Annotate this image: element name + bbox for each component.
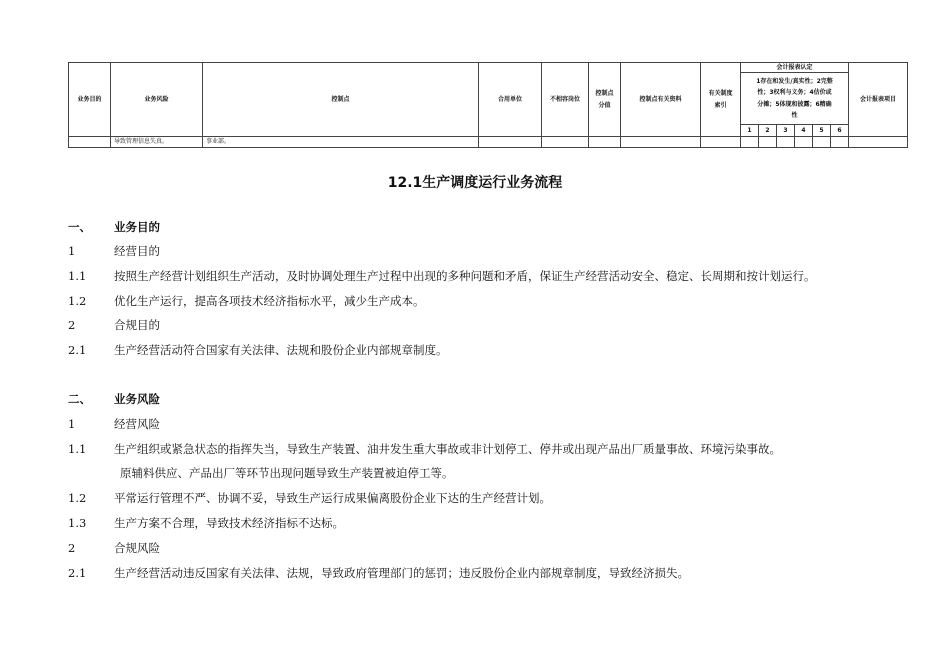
item-text: 合规风险 [114,541,160,555]
item-number: 1.3 [68,516,87,530]
item-number: 二、 [68,392,91,406]
control-matrix-table [68,62,908,148]
item-number: 1 [68,244,76,258]
header-control-point: 控制点 [203,63,479,137]
header-applicable-unit: 合用单位 [479,63,542,137]
cell-empty [849,137,908,148]
cell-empty [589,137,621,148]
header-business-risk: 业务风险 [111,63,203,137]
item-text: 生产方案不合理，导致技术经济指标不达标。 [114,516,344,530]
cell-risk: 导致管理信息失真。 [111,137,203,148]
item-text: 经营风险 [114,417,160,431]
item-number: 2.1 [68,566,87,580]
assertion-num-5: 5 [813,125,831,137]
assertion-desc-line: 1存在和发生/真实性；2完整 [756,77,833,85]
header-control-score [589,63,621,137]
cell-control: 事业部。 [203,137,479,148]
header-assertion-desc [741,73,849,125]
cell-empty [542,137,589,148]
item-text: 按照生产经营计划组织生产活动，及时协调处理生产过程中出现的多种问题和矛盾，保证生产经营活动安全、稳定、长周期和按计划运行。 [114,269,816,283]
header-system-index-line2: 索引 [714,101,727,109]
item-number: 2 [68,541,76,555]
cell-empty [621,137,701,148]
document-title: 12.1生产调度运行业务流程 [387,175,563,191]
item-number: 一、 [68,220,91,234]
header-assertion-title: 会计报表认定 [741,63,849,73]
cell-empty [831,137,849,148]
assertion-num-4: 4 [795,125,813,137]
assertion-num-1: 1 [741,125,759,137]
item-text: 生产经营活动违反国家有关法律、法规，导致政府管理部门的惩罚；违反股份企业内部规章制度，导致经济损失。 [114,566,689,580]
item-number: 1.2 [68,294,87,308]
item-number: 1.2 [68,491,87,505]
item-text: 合规目的 [114,318,160,332]
item-text: 生产经营活动符合国家有关法律、法规和股份企业内部规章制度。 [114,343,448,357]
item-text: 经营目的 [114,244,160,258]
cell-empty [479,137,542,148]
cell-empty [759,137,777,148]
header-system-index [701,63,741,137]
assertion-num-2: 2 [759,125,777,137]
header-business-goal: 业务目的 [69,63,111,137]
cell-empty [813,137,831,148]
item-number: 1 [68,417,76,431]
assertion-desc-line: 性 [791,111,798,119]
cell-empty [795,137,813,148]
assertion-desc-line: 性；3权利与义务；4估价或 [757,89,832,97]
item-number: 2 [68,318,76,332]
header-incompatible-post: 不相容岗位 [542,63,589,137]
item-text: 生产组织或紧急状态的指挥失当，导致生产装置、油井发生重大事故或非计划停工、停井或出现产品出厂质量事故、环境污染事故。 [114,442,781,456]
header-report-item: 会计报表项目 [849,63,908,137]
item-number: 2.1 [68,343,87,357]
item-text: 平常运行管理不严、协调不妥，导致生产运行成果偏离股份企业下达的生产经营计划。 [114,491,551,505]
assertion-desc-line: 分摊；5体现和披露；6精确 [757,100,832,108]
table-row [69,137,908,148]
item-text: 优化生产运行，提高各项技术经济指标水平，减少生产成本。 [114,294,425,308]
header-control-score-line1: 控制点 [595,90,614,98]
cell-empty [777,137,795,148]
cell-empty [701,137,741,148]
header-related-docs: 控制点有关资料 [621,63,701,137]
item-text: 业务目的 [114,220,160,234]
cell-goal [69,137,111,148]
header-control-score-line2: 分值 [598,101,611,109]
item-number: 1.1 [68,442,87,456]
header-system-index-line1: 有关制度 [708,90,733,98]
assertion-num-6: 6 [831,125,849,137]
cell-empty [741,137,759,148]
item-text: 原辅料供应、产品出厂等环节出现问题导致生产装置被迫停工等。 [120,466,454,480]
assertion-num-3: 3 [777,125,795,137]
item-number: 1.1 [68,269,87,283]
item-text: 业务风险 [114,392,160,406]
